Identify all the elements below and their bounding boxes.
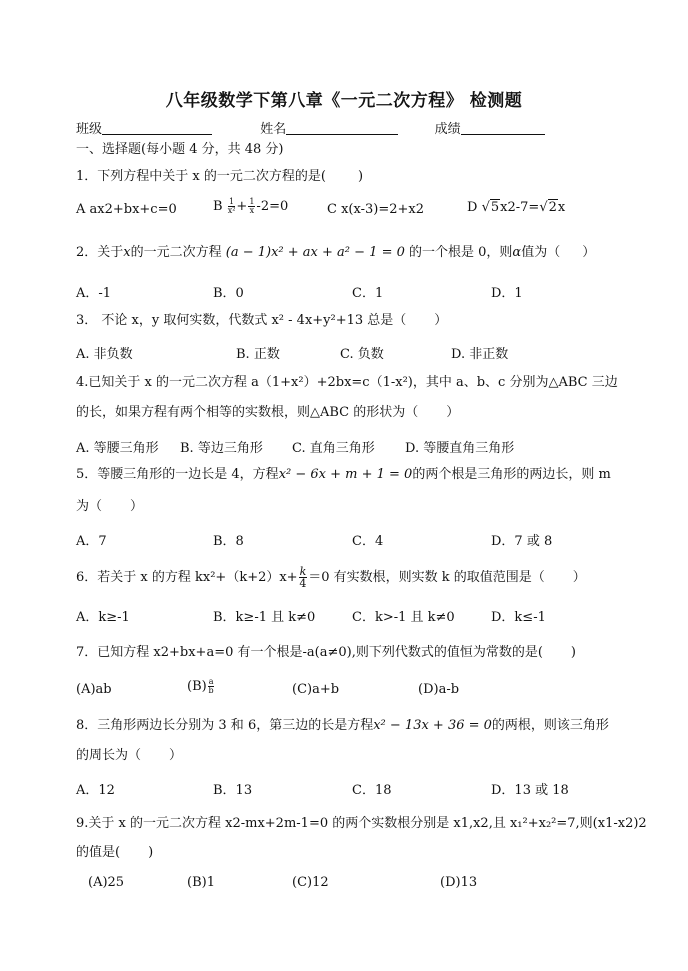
q7-option-a: (A)ab (76, 682, 112, 697)
q6-option-d: D．k≤-1 (491, 610, 546, 625)
q7-option-d: (D)a-b (418, 682, 460, 697)
q1-option-b: B $\frac{1}{\text{x²}}$ + $\frac{1}{x}$ -2=0 (213, 197, 289, 215)
q7-option-c: (C)a+b (292, 682, 340, 697)
q1-option-d: D √5x2-7=√2x (467, 200, 566, 215)
q7-option-b: (B) $\frac{a}{b}$ (187, 677, 214, 695)
question-5-line2: 为（ ） (76, 499, 144, 514)
question-1-stem: 1．下列方程中关于 x 的一元二次方程的是( ) (76, 169, 364, 184)
question-8-line1: 8．三角形两边长分别为 3 和 6，第三边的长是方程x² − 13x + 36 = 0的两根，则该三角形 (76, 718, 609, 733)
question-6-stem: 6．若关于 x 的方程 kx²+（k+2）x+ $\frac{k}{4}$ ＝0 有实数根，则实数 k 的取值范围是（ ） (76, 565, 586, 590)
q9-option-c: (C)12 (292, 875, 329, 890)
q6-option-a: A．k≥-1 (76, 610, 130, 625)
sqrt-symbol: √2 (539, 200, 557, 215)
q6-option-b: B．k≥-1 且 k≠0 (213, 610, 316, 625)
sqrt-symbol: √5 (481, 200, 500, 215)
question-3-stem: 3． 不论 x，y 取何实数，代数式 x² - 4x+y²+13 总是（ ） (76, 313, 448, 328)
q1-option-c: C x(x-3)=2+x2 (327, 202, 424, 217)
q2-option-c: C．1 (352, 286, 384, 301)
score-blank[interactable] (461, 121, 545, 135)
q8-option-a: A．12 (76, 783, 115, 798)
q8-option-b: B．13 (213, 783, 253, 798)
q8-option-c: C．18 (352, 783, 392, 798)
q6-option-c: C．k>-1 且 k≠0 (352, 610, 455, 625)
q5-option-d: D．7 或 8 (491, 534, 553, 549)
name-label: 姓名 (260, 122, 287, 137)
q3-option-d: D. 非正数 (451, 347, 509, 362)
question-2-stem: 2．关于x的一元二次方程 (a − 1)x² + ax + a² − 1 = 0 的一个根是 0，则α值为（ ） (76, 245, 596, 260)
fraction: $\frac{1}{x}$ (249, 197, 255, 215)
q4-option-d: D. 等腰直角三角形 (405, 441, 515, 456)
class-blank[interactable] (102, 121, 212, 135)
q8-option-d: D．13 或 18 (491, 783, 569, 798)
q2-option-a: A．-1 (76, 286, 112, 301)
info-row (76, 121, 614, 139)
q1-option-a: A ax2+bx+c=0 (76, 202, 177, 217)
fraction: $\frac{1}{\text{x²}}$ (227, 197, 236, 215)
question-8-line2: 的周长为（ ） (76, 748, 183, 763)
q9-option-b: (B)1 (187, 875, 215, 890)
question-7-stem: 7．已知方程 x2+bx+a=0 有一个根是-a(a≠0),则下列代数式的值恒为常数的是( ) (76, 645, 576, 660)
q3-option-b: B. 正数 (236, 347, 280, 362)
question-4-line1: 4.已知关于 x 的一元二次方程 a（1+x²）+2bx=c（1-x²)，其中 a、b、c 分别为△ABC 三边 (76, 375, 618, 390)
section-heading: 一、选择题(每小题 4 分，共 48 分) (76, 142, 284, 157)
fraction: $\frac{k}{4}$ (299, 565, 307, 590)
q2-option-b: B．0 (213, 286, 244, 301)
q4-option-a: A. 等腰三角形 (76, 441, 159, 456)
question-9-line2: 的值是( ) (76, 845, 154, 860)
q5-option-c: C．4 (352, 534, 384, 549)
q3-option-a: A. 非负数 (76, 347, 133, 362)
fraction: $\frac{a}{b}$ (208, 677, 214, 695)
question-4-line2: 的长，如果方程有两个相等的实数根，则△ABC 的形状为（ ） (76, 405, 460, 420)
q4-option-b: B. 等边三角形 (180, 441, 263, 456)
name-blank[interactable] (286, 121, 398, 135)
q3-option-c: C. 负数 (340, 347, 384, 362)
q9-option-d: (D)13 (440, 875, 478, 890)
q2-option-d: D．1 (491, 286, 523, 301)
q9-option-a: (A)25 (88, 875, 125, 890)
page-title: 八年级数学下第八章《一元二次方程》 检测题 (165, 91, 523, 111)
question-9-line1: 9.关于 x 的一元二次方程 x2-mx+2m-1=0 的两个实数根分别是 x1,x2,且 x₁²+x₂²=7,则(x1-x2)2 (76, 816, 647, 831)
q4-option-c: C. 直角三角形 (292, 441, 375, 456)
q5-option-a: A．7 (76, 534, 107, 549)
q5-option-b: B．8 (213, 534, 244, 549)
question-5-line1: 5．等腰三角形的一边长是 4，方程x² − 6x + m + 1 = 0的两个根是三角形的两边长，则 m (76, 467, 611, 482)
score-label: 成绩 (434, 122, 461, 137)
class-label: 班级 (76, 122, 103, 137)
